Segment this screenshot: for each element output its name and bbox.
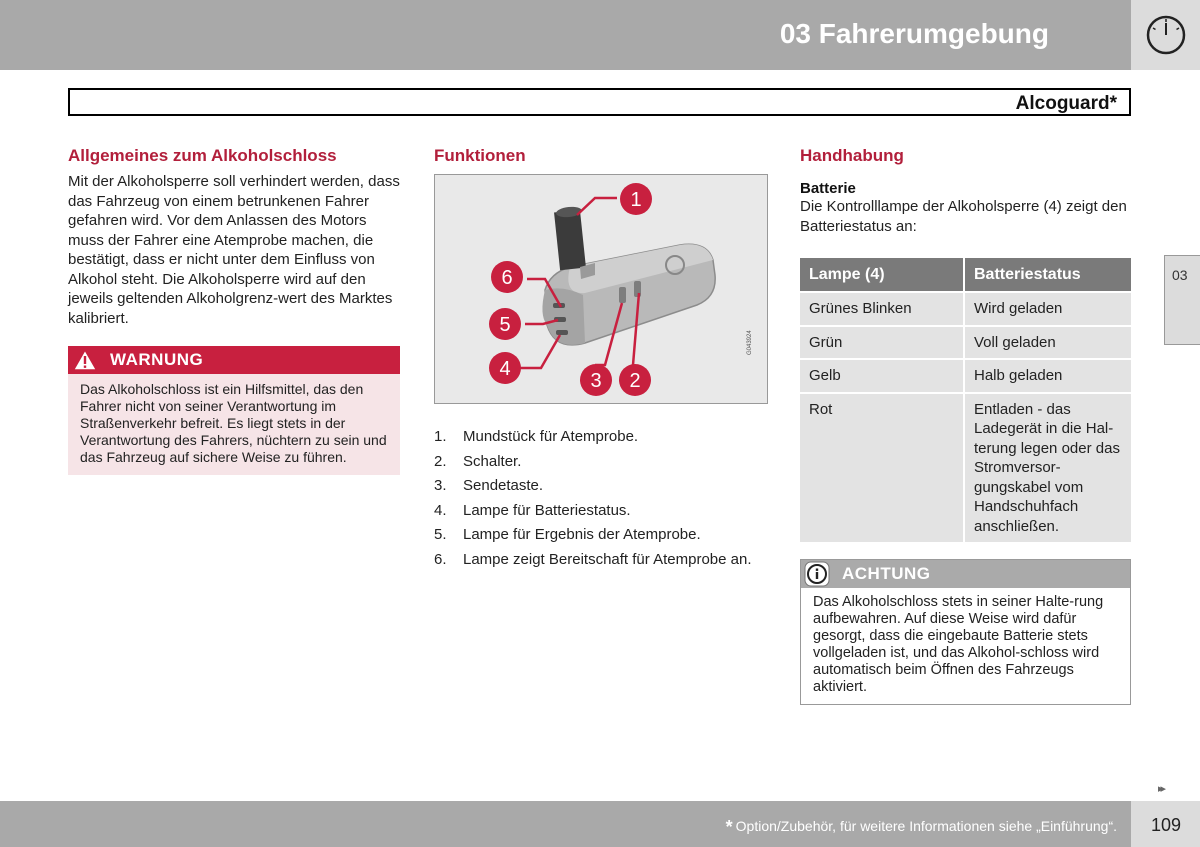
chapter-icon-box: [1131, 0, 1200, 70]
footer-star: *: [725, 817, 733, 837]
lamp-4: [556, 330, 568, 335]
warning-triangle-icon: [72, 348, 98, 372]
note-text: Das Alkoholschloss stets in seiner Halte-rung aufbewahren. Auf diese Weise wird dafür gesorgt, dass die eingebaute Batterie stets vollgeladen ist, und das Alkohol-schloss wird automatisch beim Öffnen des Fahrzeugs aktiviert.: [813, 594, 1104, 695]
general-heading: Allgemeines zum Alkoholschloss: [68, 146, 337, 165]
footer-note: [726, 817, 1117, 838]
table-row: [800, 327, 1131, 359]
section-title-bar: [68, 88, 1131, 116]
handling-heading: Handhabung: [800, 146, 904, 165]
page-number: 109: [1151, 815, 1182, 835]
table-header-status: Batteriestatus: [965, 258, 1131, 291]
chapter-side-tab-label: 03: [1172, 267, 1188, 283]
battery-status-table: [800, 258, 1131, 542]
column-handling: [800, 146, 1131, 705]
table-row: [800, 394, 1131, 543]
page-number-box: [1131, 801, 1200, 847]
page-footer: [0, 801, 1131, 847]
send-button: [619, 287, 626, 303]
section-title: Alcoguard*: [1015, 93, 1117, 114]
table-cell: Halb geladen: [965, 360, 1131, 392]
functions-list: [434, 427, 768, 569]
battery-intro: Die Kontrolllampe der Alkoholsperre (4) zeigt den Batteriestatus an:: [800, 198, 1127, 235]
table-row: [800, 360, 1131, 392]
column-general: [68, 146, 400, 475]
battery-subheading: Batterie: [800, 180, 856, 197]
table-row: [800, 293, 1131, 325]
table-cell: Voll geladen: [965, 327, 1131, 359]
callout-2-label: 2: [629, 370, 641, 392]
general-body: Mit der Alkoholsperre soll verhindert werden, dass das Fahrzeug von einem betrunkenen Fahrer gefahren wird. Vor dem Anlassen des Motors muss der Fahrer eine Atemprobe machen, die bestätigt, dass er nicht unter dem Einfluss von Alkohol steht. Die Alkoholsperre wird auf den jeweils geltenden Alkoholgrenz-wert des Marktes kalibriert.: [68, 173, 400, 327]
list-item: 4. Lampe für Batteriestatus.: [434, 501, 631, 519]
device-front-face: [542, 288, 585, 345]
table-cell: Wird geladen: [965, 293, 1131, 325]
figure-code: G043924: [747, 330, 753, 355]
table-header-lamp: Lampe (4): [800, 258, 963, 291]
list-item: 2. Schalter.: [434, 452, 522, 470]
note-label: ACHTUNG: [842, 564, 931, 583]
list-item: 3. Sendetaste.: [434, 477, 544, 494]
mouthpiece: [554, 210, 586, 270]
info-icon: [804, 561, 830, 587]
column-functions: [434, 146, 768, 574]
double-chevron-right-icon[interactable]: ▸▸: [1158, 783, 1164, 795]
table-header-row: [800, 258, 1131, 291]
gauge-icon: [1145, 14, 1187, 56]
chapter-header: [0, 0, 1131, 70]
warning-label: WARNUNG: [110, 350, 204, 369]
list-item: 5. Lampe für Ergebnis der Atemprobe.: [434, 526, 701, 543]
chapter-title: 03 Fahrerumgebung: [779, 18, 1049, 49]
note-header: [801, 560, 1130, 588]
functions-heading: Funktionen: [434, 146, 526, 165]
list-item: 1. Mundstück für Atemprobe.: [434, 428, 639, 445]
callout-5-label: 5: [499, 314, 511, 336]
alcoguard-device-illustration: [435, 175, 767, 403]
list-item: 6. Lampe zeigt Bereitschaft für Atemprobe an.: [434, 550, 752, 568]
footer-note-text: Option/Zubehör, für weitere Informationen siehe „Einführung“.: [735, 818, 1117, 834]
warning-box: [68, 346, 400, 475]
warning-text: Das Alkoholschloss ist ein Hilfsmittel, das den Fahrer nicht von seiner Verantwortung im Straßenverkehr befreit. Es liegt stets in der Verantwortung des Fahrers, nüchtern zu sein und das Fahrzeug auf sichere Weise zu führen.: [80, 381, 387, 465]
warning-header: [68, 346, 400, 374]
callout-6-label: 6: [501, 267, 513, 289]
table-cell: Entladen - das Ladegerät in die Hal-terung legen oder das Stromversor-gungskabel vom Handschuhfach anschließen.: [965, 394, 1131, 543]
note-box: [800, 559, 1131, 705]
callout-1-label: 1: [630, 189, 642, 211]
table-cell: Rot: [800, 394, 963, 543]
callout-4-label: 4: [499, 358, 511, 380]
table-cell: Grün: [800, 327, 963, 359]
callout-3-label: 3: [590, 370, 602, 392]
table-cell: Gelb: [800, 360, 963, 392]
device-figure: [434, 174, 768, 404]
chapter-side-tab[interactable]: [1164, 255, 1200, 345]
table-cell: Grünes Blinken: [800, 293, 963, 325]
